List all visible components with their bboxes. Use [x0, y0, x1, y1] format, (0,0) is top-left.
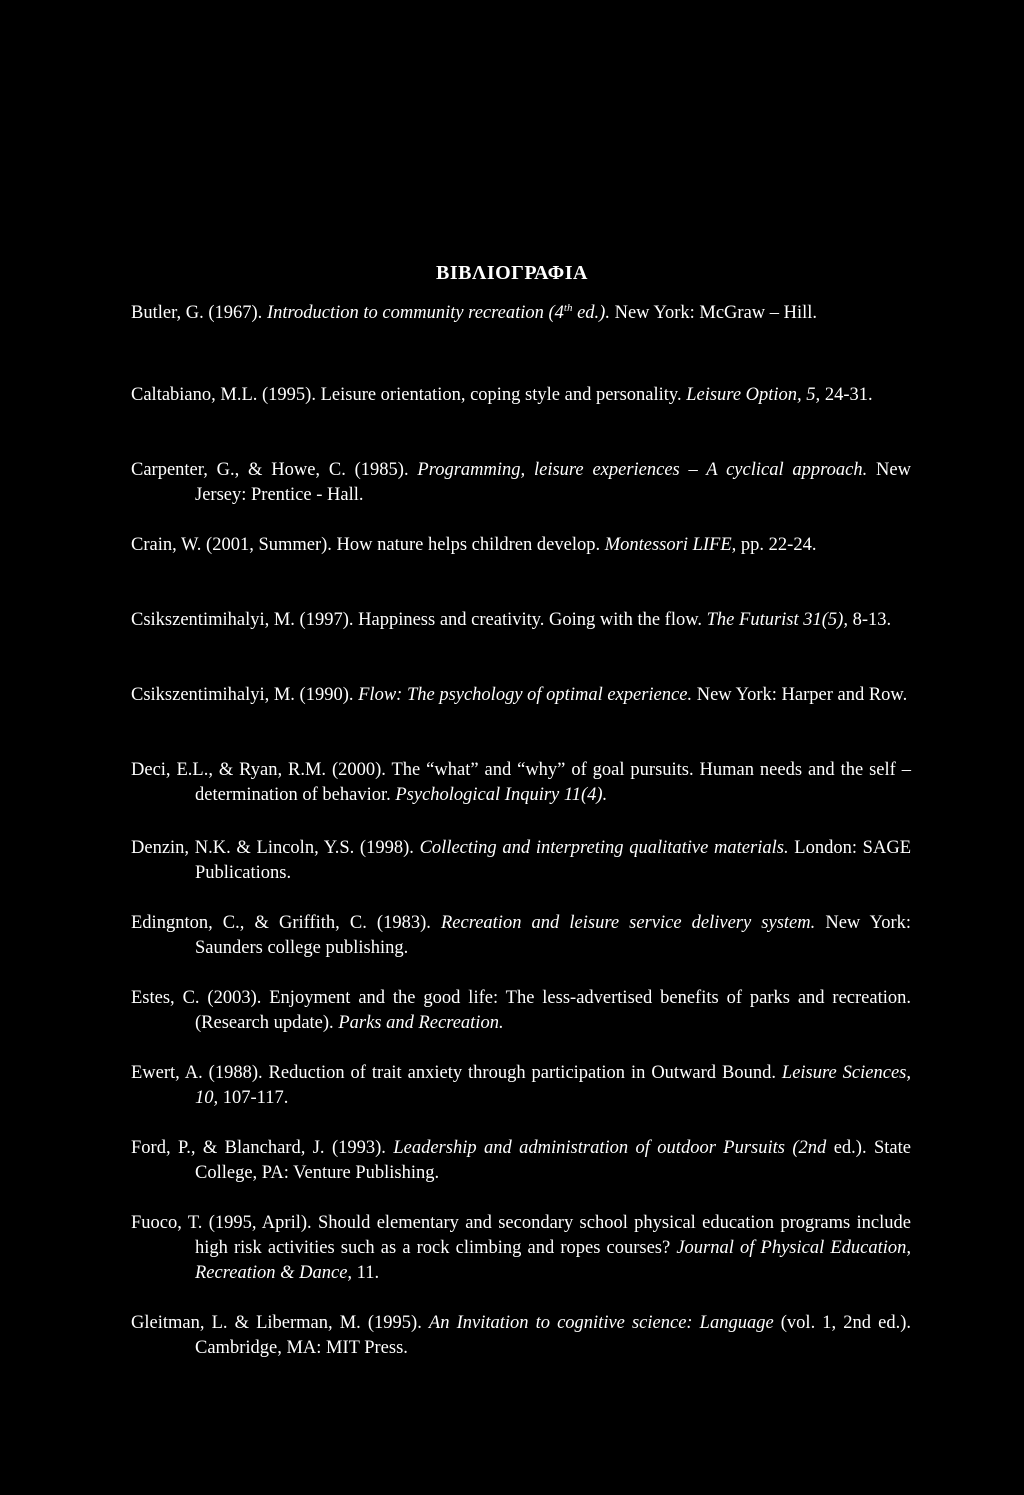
reference-title: Flow: The psychology of optimal experience. — [358, 685, 693, 705]
reference-publisher: 8-13. — [847, 610, 892, 630]
reference-text: Caltabiano, M.L. (1995). Leisure orientation, coping style and personality. — [131, 385, 687, 405]
reference-text: Estes, C. (2003). Enjoyment and the good life: The less-advertised benefits of parks and recreation. (Research update). — [131, 988, 911, 1033]
reference-publisher: London: SAGE Publications. — [195, 838, 911, 883]
reference-title: Leisure Option, 5, — [686, 385, 821, 405]
reference-text: Csikszentimihalyi, M. (1990). — [131, 685, 359, 705]
reference-entry — [131, 383, 911, 408]
reference-title: An Invitation to cognitive science: Language — [428, 1313, 774, 1333]
reference-title: Recreation and leisure service delivery system. — [440, 913, 816, 933]
reference-text: Crain, W. (2001, Summer). How nature helps children develop. — [131, 535, 605, 555]
reference-title: Leadership and administration of outdoor Pursuits (2nd — [393, 1138, 827, 1158]
reference-entry — [131, 1061, 911, 1111]
reference-publisher: New Jersey: Prentice - Hall. — [195, 460, 911, 505]
reference-entry — [131, 1136, 911, 1186]
reference-entry — [131, 608, 911, 633]
reference-publisher: New York: Saunders college publishing. — [195, 913, 911, 958]
reference-title: Journal of Physical Education, Recreation & Dance, — [195, 1238, 911, 1283]
reference-title: The Futurist 31(5), — [706, 610, 848, 630]
reference-text: Deci, E.L., & Ryan, R.M. (2000). The “what” and “why” of goal pursuits. Human needs and the self – determination of behavior. — [131, 760, 911, 805]
reference-title: Introduction to community recreation (4 — [266, 303, 564, 323]
reference-text: Fuoco, T. (1995, April). Should elementary and secondary school physical education programs include high risk activities such as a rock climbing and ropes courses? — [131, 1213, 911, 1258]
reference-title-superscript: th — [563, 301, 573, 314]
reference-publisher: (vol. 1, 2nd ed.). Cambridge, MA: MIT Press. — [195, 1313, 911, 1358]
reference-title: Collecting and interpreting qualitative materials. — [419, 838, 789, 858]
reference-entry — [131, 1211, 911, 1286]
reference-publisher: 107-117. — [218, 1088, 289, 1108]
reference-entry — [131, 458, 911, 508]
reference-entry — [131, 986, 911, 1036]
reference-text: Ford, P., & Blanchard, J. (1993). — [131, 1138, 394, 1158]
reference-text: Denzin, N.K. & Lincoln, Y.S. (1998). — [131, 838, 420, 858]
reference-text: Gleitman, L. & Liberman, M. (1995). — [131, 1313, 429, 1333]
reference-title-tail: ed.). — [572, 303, 610, 323]
reference-publisher: ed.). State College, PA: Venture Publishing. — [195, 1138, 911, 1183]
reference-title: Leisure Sciences, 10, — [195, 1063, 911, 1108]
reference-publisher: 24-31. — [820, 385, 873, 405]
reference-entry — [131, 836, 911, 886]
reference-publisher: New York: McGraw – Hill. — [609, 303, 818, 323]
reference-title: Programming, leisure experiences – A cyclical approach. — [417, 460, 868, 480]
page-title: ΒΙΒΛΙΟΓΡΑΦΙΑ — [436, 262, 588, 285]
reference-publisher: New York: Harper and Row. — [692, 685, 908, 705]
reference-entry — [131, 758, 911, 808]
reference-publisher: 11. — [352, 1263, 380, 1283]
reference-entry — [131, 911, 911, 961]
reference-entry — [131, 1311, 911, 1361]
reference-entry — [131, 533, 911, 558]
reference-entry — [131, 301, 911, 326]
reference-text: Carpenter, G., & Howe, C. (1985). — [131, 460, 418, 480]
reference-publisher: pp. 22-24. — [736, 535, 817, 555]
reference-title: Parks and Recreation. — [338, 1013, 504, 1033]
reference-text: Ewert, A. (1988). Reduction of trait anxiety through participation in Outward Bound. — [131, 1063, 782, 1083]
reference-text: Edingnton, C., & Griffith, C. (1983). — [131, 913, 441, 933]
reference-text: Csikszentimihalyi, M. (1997). Happiness and creativity. Going with the flow. — [131, 610, 707, 630]
reference-text: Butler, G. (1967). — [131, 303, 267, 323]
reference-title: Montessori LIFE, — [604, 535, 737, 555]
reference-title: Psychological Inquiry 11(4). — [395, 785, 608, 805]
reference-entry — [131, 683, 911, 708]
